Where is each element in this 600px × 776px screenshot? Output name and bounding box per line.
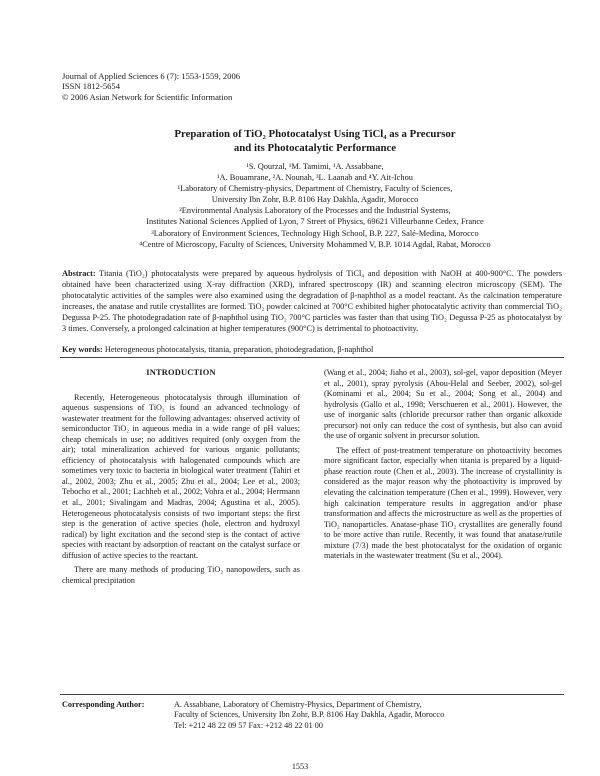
- intro-paragraph-3: (Wang et al., 2004; Jiaho et al., 2003), sol-gel, vapor deposition (Meyer et al., 2001), spray pyrolysis (Abou-Helal and Seeber, 2002), sol-gel (Kominami et al., 2004; Su et al., 2004; Song et al., 2004) and hydrolysis (Gallo et al., 1998; Verschueren et al., 2001). However, the use of inorganic salts (chloride precursor rather than organic alkoxide precursor) not only can reduce the cost of synthesis, but also can avoid the use of organic solvent in precursor solution.: [324, 368, 562, 441]
- abstract-label: Abstract:: [62, 269, 96, 278]
- journal-copyright: © 2006 Asian Network for Scientific Information: [62, 91, 233, 102]
- journal-issn: ISSN 1812-5654: [62, 81, 121, 92]
- left-column: [62, 368, 300, 586]
- keywords-text: Heterogeneous photocatalysis, titania, preparation, photodegradation, β-naphthol: [104, 345, 374, 354]
- affiliation-2-line-2: Institutes National Sciences Applied of Lyon, 7 Street of Physics, 69621 Villeurbanne Cedex, France: [146, 217, 484, 227]
- title-line-1: Preparation of TiO₂ Photocatalyst Using TiCl₄ as a Precursor: [174, 128, 456, 140]
- affiliation-1-line-2: University Ibn Zohr, B.P. 8106 Hay Dakhla, Agadir, Morocco: [211, 195, 419, 205]
- section-divider: [60, 357, 564, 358]
- corresponding-line-1: A. Assabbane, Laboratory of Chemistry-Physics, Department of Chemistry,: [174, 700, 422, 709]
- keywords: [62, 344, 562, 355]
- affiliation-2-line-1: ²Environmental Analysis Laboratory of the Processes and the Industrial Systems,: [179, 206, 451, 216]
- intro-paragraph-2: There are many methods of producing TiO₂ nanopowders, such as chemical precipitation: [62, 565, 300, 585]
- intro-paragraph-4: The effect of post-treatment temperature on photoactivity becomes more significant factor, especially when titania is prepared by a liquid-phase reaction route (Chen et al., 2003). The increase of crystallinity is considered as the major reason why the photoactivity is improved by elevating the calcination temperature (Chen et al., 1999). However, very high calcination temperature results in aggregation and/or phase transformation and affects the microstructure as well as the properties of TiO₂ nanoparticles. Anatase-phase TiO₂ crystallites are generally found to be more active than rutile. Recently, it was found that anatase/rutile mixture (7/3) made the best photocatalyst for the oxidation of organic materials in the wastewater treatment (Su et al., 2004).: [324, 445, 562, 561]
- paper-title: [90, 127, 540, 155]
- journal-header: [62, 71, 240, 102]
- corresponding-author: [62, 700, 562, 731]
- right-column: [324, 368, 562, 562]
- intro-paragraph-1: Recently, Heterogeneous photocatalysis through illumination of aqueous suspensions of TiO₂ is found an advanced technology of wastewater treatment for the following advantages: observed activity of semiconductor TiO₂ in aqueous media in a wide range of pH values; cheap chemicals in use; no additives required (only oxygen from the air); total mineralization achieved for various organic pollutants; efficiency of photocatalysis with halogenated compounds which are sometimes very toxic to bacteria in biological water treatment (Tahiri et al., 2002, 2003; Zhu et al., 2005; Zhu et al., 2004; Lee et al., 2003; Tebocho et al., 2001; Lachheb et al., 2002; Vohra et al., 2004; Herrmann et al., 2001; Sivalingam and Madras, 2004; Agustina et al., 2005). Heterogeneous photocatalysis consists of two important steps: the first step is the generation of active species (hole, electron and hydroxyl radical) by light excitation and the second step is the contact of active species with reactant by adsorption of reactant on the catalyst surface or diffusion of active species to the reactant.: [62, 392, 300, 560]
- author-block: [60, 161, 570, 250]
- affiliation-3: ³Laboratory of Environment Sciences, Technology High School, B.P. 227, Salé-Medina, Morocco: [151, 228, 479, 238]
- abstract: [62, 268, 562, 335]
- affiliation-1-line-1: ¹Laboratory of Chemistry-physics, Department of Chemistry, Faculty of Sciences,: [177, 184, 453, 194]
- footer-divider: [60, 694, 564, 695]
- affiliation-4: ⁴Centre of Microscopy, Faculty of Sciences, University Mohammed V, B.P. 1014 Agdal, Rabat, Morocco: [139, 239, 491, 249]
- introduction-heading: INTRODUCTION: [146, 368, 216, 377]
- corresponding-label: Corresponding Author:: [62, 700, 145, 709]
- title-line-2: and its Photocatalytic Performance: [233, 142, 397, 154]
- journal-citation: Journal of Applied Sciences 6 (7): 1553-1559, 2006: [62, 71, 241, 81]
- corresponding-line-3: Tel: +212 48 22 09 57 Fax: +212 48 22 01 00: [174, 720, 323, 730]
- corresponding-line-2: Faculty of Sciences, University Ibn Zohr, B.P. 8106 Hay Dakhla, Agadir, Morocco: [174, 710, 445, 720]
- authors-line-1: ¹S. Qourzal, ¹M. Tamimi, ¹A. Assabbane,: [246, 162, 384, 171]
- authors-line-2: ¹A. Bouamrane, ²A. Nounah, ³L. Laanab and ⁴Y. Ait-Ichou: [217, 173, 413, 183]
- abstract-text: Titania (TiO₂) photocatalysts were prepared by aqueous hydrolysis of TiCl₄ and deposition with NaOH at 400-900°C. The powders obtained have been characterized using X-ray diffraction (XRD), infrared spectroscopy (IR) and scanning electron microscopy (SEM). The photocatalytic activities of the samples were also examined using the degradation of β-naphthol as a model reactant. As the calcination temperature increases, the anatase and rutile crystallites are formed. TiO₂ powder calcined at 700°C exhibited higher photocatalytic activity than commercial TiO₂ Degussa P-25. The photodegradation rate of β-naphthol using TiO₂ 700°C particles was faster than that using TiO₂ Degussa P-25 as photocatalyst by 3 times. Conversely, a prolonged calcination at higher temperatures (900°C) is detrimental to photoactivity.: [62, 269, 562, 334]
- keywords-label: Key words:: [62, 345, 103, 354]
- page-number: 1553: [291, 762, 309, 771]
